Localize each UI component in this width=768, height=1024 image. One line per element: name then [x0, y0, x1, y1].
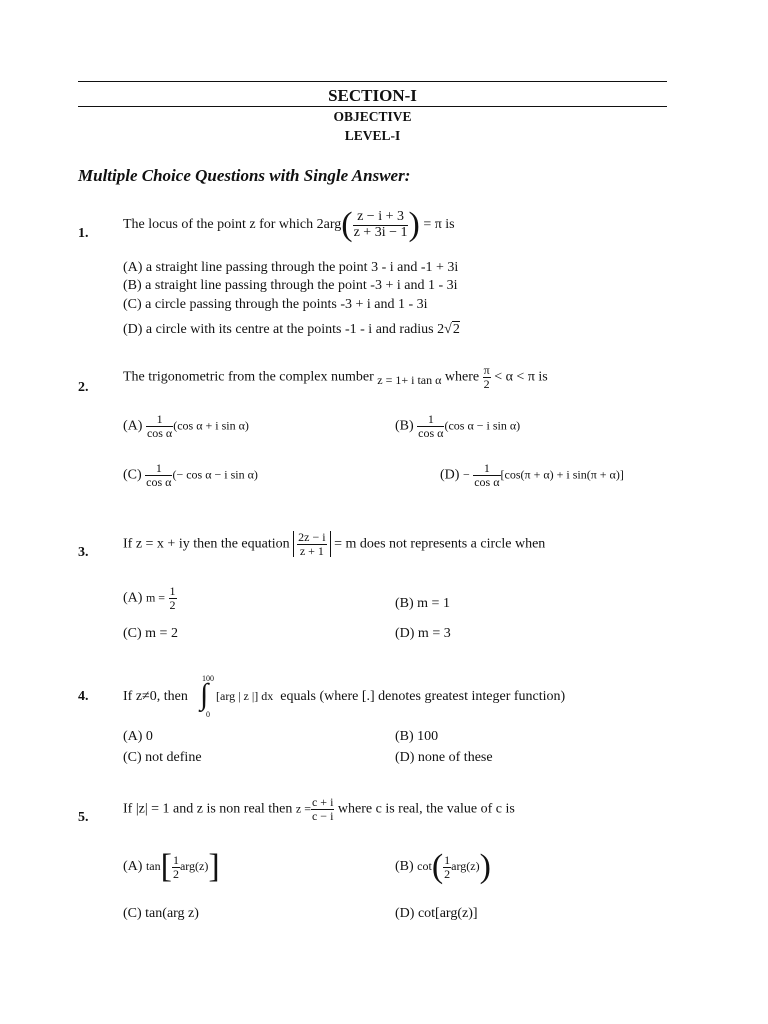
- q5-text: If |z| = 1 and z is non real then: [123, 801, 293, 817]
- q2-option-d-sign: −: [462, 467, 470, 482]
- q3-option-a: [123, 585, 177, 611]
- q4-number: 4.: [78, 689, 89, 704]
- frac-num: 1: [169, 584, 176, 598]
- q2-option-b-expr: (cos α − i sin α): [444, 418, 521, 433]
- q1-option-b: (B) a straight line passing through the point -3 + i and 1 - 3i: [123, 278, 458, 293]
- q2-option-b-frac: [417, 413, 444, 439]
- frac-num: 1: [444, 852, 451, 867]
- q2-option-d-frac: [473, 462, 500, 488]
- q2-option-a-frac: [146, 413, 173, 439]
- q2-option-a-label: (A): [123, 418, 143, 434]
- q5-option-d-expr: cot[arg(z)]: [417, 906, 478, 921]
- q1-text: The locus of the point z for which 2arg: [123, 217, 342, 233]
- q2-option-d-label: (D): [440, 467, 460, 483]
- top-rule: [78, 81, 667, 82]
- q4-option-a: (A) 0: [123, 729, 153, 744]
- q2-text: The trigonometric from the complex number: [123, 369, 374, 385]
- q1-option-a: (A) a straight line passing through the point 3 - i and -1 + 3i: [123, 260, 459, 275]
- q2-range: < α < π is: [494, 369, 548, 385]
- q1-fraction: [353, 210, 409, 240]
- q5-option-b-rparen: ): [479, 848, 491, 885]
- q5-option-d-label: (D): [395, 906, 415, 921]
- q5-option-a-fn: tan: [145, 859, 161, 874]
- q1-number: 1.: [78, 226, 89, 241]
- frac-num: 1: [155, 461, 162, 475]
- q3-fraction: [297, 531, 326, 557]
- frac-den: cos α: [418, 425, 444, 440]
- q4-option-c: (C) not define: [123, 750, 202, 765]
- frac-den: 2: [172, 866, 179, 881]
- q3-option-b: (B) m = 1: [395, 596, 450, 611]
- frac-den: cos α: [474, 474, 500, 489]
- q2-expr: z = 1+ i tan α: [377, 373, 442, 388]
- q4-tail: equals (where [.] denotes greatest integer function): [280, 689, 566, 704]
- q1-frac-num: z − i + 3: [357, 208, 404, 224]
- q5-option-b-frac: [443, 854, 451, 880]
- q3-text: If z = x + iy then the equation: [123, 536, 290, 552]
- q5-option-a: [123, 850, 220, 884]
- q2-option-a-expr: (cos α + i sin α): [173, 418, 249, 433]
- q5-option-a-arg: arg(z): [179, 859, 209, 874]
- q3-option-a-m: m =: [145, 590, 166, 605]
- q1-radius-root: 2: [452, 322, 460, 337]
- frac-num: 1: [483, 461, 490, 475]
- q5-option-b-lparen: (: [431, 848, 444, 885]
- q5-option-d: [395, 906, 478, 922]
- q3-option-c: (C) m = 2: [123, 626, 178, 641]
- q5-option-c: [123, 906, 199, 922]
- q5-number: 5.: [78, 810, 89, 825]
- q5-option-b-fn: cot: [417, 859, 432, 874]
- frac-den: cos α: [146, 425, 173, 440]
- q3-stem: [123, 531, 545, 557]
- q2-pi-frac: [483, 364, 491, 390]
- q5-option-b-label: (B): [395, 859, 414, 875]
- q2-option-d: [440, 462, 624, 488]
- q2-number: 2.: [78, 380, 89, 395]
- section-title: SECTION-I: [328, 86, 417, 105]
- q2-where: where: [444, 369, 480, 385]
- frac-den: 2: [444, 866, 451, 881]
- q5-frac-den: c − i: [311, 808, 334, 823]
- q2-option-b: [395, 413, 520, 439]
- q3-option-a-frac: [169, 585, 177, 611]
- q1-option-d: (D) a circle with its centre at the points -1 - i and radius 2√2: [123, 322, 460, 337]
- q3-modulus: [293, 531, 330, 557]
- section-rule: [78, 106, 667, 107]
- q5-frac-num: c + i: [311, 795, 334, 809]
- q2-option-c: [123, 462, 258, 488]
- q3-frac-den: z + 1: [297, 544, 326, 558]
- q4-option-b: (B) 100: [395, 729, 439, 744]
- q3-option-a-label: (A): [123, 590, 143, 606]
- question-type-heading: Multiple Choice Questions with Single Answer:: [78, 166, 411, 185]
- q2-option-b-label: (B): [395, 418, 414, 434]
- q3-number: 3.: [78, 545, 89, 560]
- q5-option-c-label: (C): [123, 906, 142, 921]
- frac-num: 1: [172, 852, 179, 867]
- frac-den: 2: [169, 597, 176, 612]
- q1-option-c: (C) a circle passing through the points -3 + i and 1 - 3i: [123, 297, 428, 312]
- q5-z-eq: z =: [295, 801, 311, 816]
- frac-num: 1: [156, 412, 163, 426]
- frac-num: 1: [427, 412, 434, 426]
- q3-tail: = m does not represents a circle when: [334, 536, 546, 552]
- q1-option-d-text: (D) a circle with its centre at the points -1 - i and radius: [123, 322, 434, 337]
- q2-pi-den: 2: [483, 376, 490, 391]
- q5-option-a-lbracket: [: [160, 848, 172, 885]
- q1-stem: [123, 208, 455, 242]
- q5-option-c-expr: tan(arg z): [145, 906, 199, 921]
- q5-option-b: [395, 850, 491, 884]
- q2-option-c-expr: (− cos α − i sin α): [172, 467, 258, 482]
- q2-option-c-label: (C): [123, 467, 142, 483]
- q1-frac-den: z + 3i − 1: [353, 224, 408, 240]
- q1-radius-coeff: 2: [437, 322, 445, 337]
- q1-left-paren: (: [341, 206, 353, 243]
- q4-integrand-text: [arg | z |] dx: [216, 689, 274, 703]
- q5-stem: [123, 796, 515, 822]
- q2-option-a: [123, 413, 249, 439]
- q1-right-paren: ): [408, 206, 420, 243]
- q4-integrand: [216, 689, 565, 705]
- q5-fraction: [311, 796, 334, 822]
- q4-option-d: (D) none of these: [395, 750, 493, 765]
- q2-option-c-frac: [145, 462, 172, 488]
- objective-label: OBJECTIVE: [333, 109, 412, 124]
- q5-option-a-rbracket: ]: [208, 848, 220, 885]
- q1-tail: = π is: [423, 217, 455, 233]
- q2-option-d-expr: [cos(π + α) + i sin(π + α)]: [500, 467, 624, 482]
- q4-text: If z≠0, then: [123, 689, 188, 704]
- q5-option-a-label: (A): [123, 859, 143, 875]
- q3-option-d: (D) m = 3: [395, 626, 451, 641]
- frac-den: cos α: [146, 474, 172, 489]
- q4-lower-limit: 0: [206, 710, 210, 719]
- q5-option-a-frac: [172, 854, 180, 880]
- q5-option-b-arg: arg(z): [451, 859, 480, 874]
- q2-pi-num: π: [483, 363, 490, 377]
- level-label: LEVEL-I: [344, 128, 401, 143]
- q2-stem: [123, 364, 548, 390]
- q4-integral-sign: ∫: [200, 678, 209, 711]
- q3-frac-num: 2z − i: [298, 530, 326, 544]
- q4-upper-limit: 100: [202, 674, 214, 683]
- q5-tail: where c is real, the value of c is: [337, 801, 515, 817]
